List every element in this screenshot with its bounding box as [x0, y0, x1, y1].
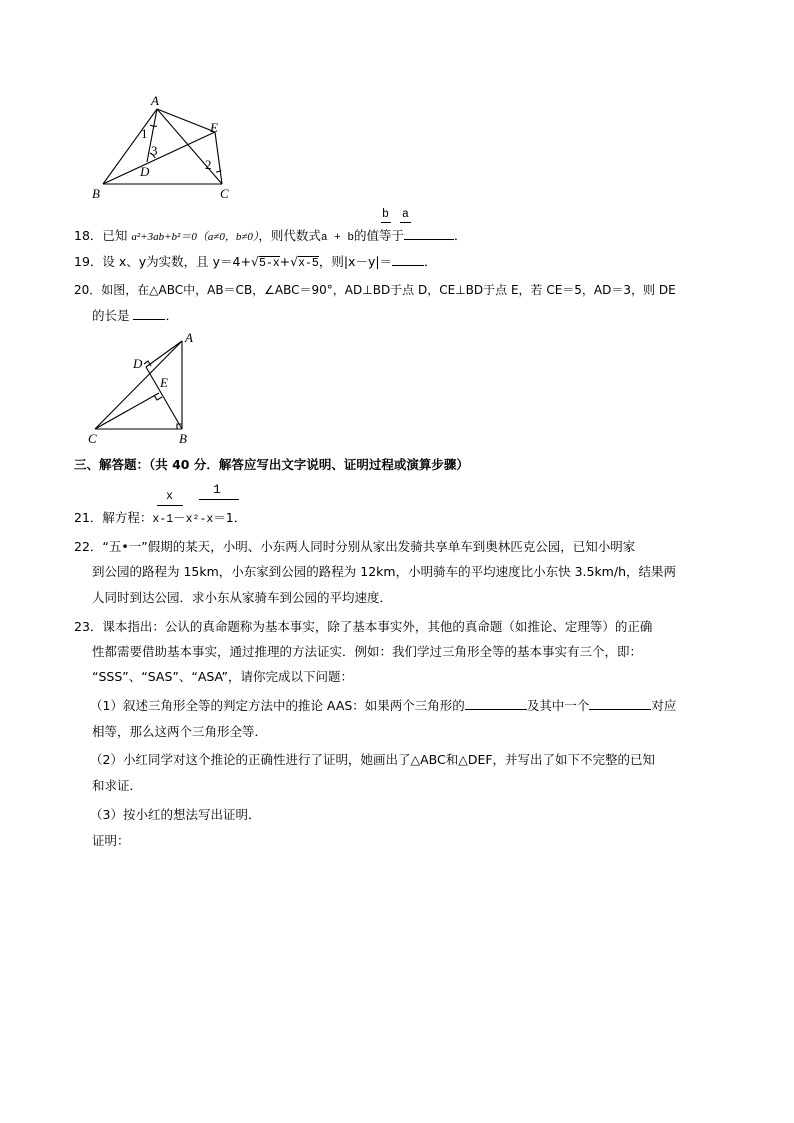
question-22-line-3: 人同时到达公园．求小东从家骑车到公园的平均速度． — [92, 590, 393, 605]
q23-part-1 — [90, 697, 676, 715]
q23-part-2-line-1: （2）小红同学对这个推论的正确性进行了证明，她画出了△ABC和△DEF，并写出了如下不完整的已知 — [90, 752, 656, 767]
q23-part1-blank-2[interactable] — [589, 697, 651, 710]
q19-text-pre: 设 x、y为实数，且 y＝4+ — [102, 254, 251, 269]
q23-part1-text-post: 对应 — [651, 698, 677, 713]
angle-3-label: 3 — [151, 143, 158, 158]
q20-text-2: 的长是 — [92, 308, 134, 323]
q19-sqrt2: √x-5 — [290, 254, 319, 270]
q21-text-post: ＝1． — [213, 510, 247, 525]
q18-text-mid: ，则代数式 — [258, 228, 321, 243]
q22-text-1: “五•一”假期的某天，小明、小东两人同时分别从家出发骑共享单车到奥林匹克公园，已知小明家 — [102, 539, 636, 554]
q18-frac2-numerator: a — [402, 208, 409, 221]
point-b-label: B — [92, 186, 100, 201]
q19-sqrt1: √5-x — [250, 254, 280, 270]
question-18 — [74, 227, 466, 247]
question-23-line-2: 性都需要借助基本事实，通过推理的方法证实．例如：我们学过三角形全等的基本事实有三个，即： — [92, 644, 643, 659]
q20-point-e: E — [160, 375, 168, 390]
question-23-line-1 — [74, 618, 652, 636]
q23-part-2-line-2: 和求证． — [92, 778, 143, 793]
question-23-line-3: “SSS”、“SAS”、“ASA”，请你完成以下问题： — [92, 669, 354, 684]
q23-part-1-line-2: 相等，那么这两个三角形全等． — [92, 724, 268, 739]
q18-answer-blank[interactable] — [404, 227, 454, 240]
q21-frac2-bar — [199, 499, 239, 500]
point-d-label: D — [140, 164, 150, 179]
q20-point-d: D — [133, 356, 143, 371]
q18-frac2-bar — [400, 222, 411, 223]
q21-number: 21． — [74, 510, 103, 525]
q19-end: ． — [424, 254, 437, 269]
point-a-label: A — [151, 93, 159, 108]
q23-part-3: （3）按小红的想法写出证明． — [90, 807, 261, 822]
question-20-line-1 — [74, 281, 676, 299]
quadrilateral-figure — [84, 92, 244, 204]
q21-text-pre: 解方程： — [102, 510, 153, 525]
q20-point-a: A — [185, 330, 193, 345]
question-22-line-1 — [74, 538, 635, 556]
q19-text-post: ，则|x－y|＝ — [318, 254, 393, 269]
sqrt-icon: √ — [290, 254, 299, 269]
section-3-heading: 三、解答题：（共 40 分．解答应写出文字说明、证明过程或演算步骤） — [74, 457, 469, 472]
q18-text-post: 的值等于 — [353, 228, 404, 243]
q19-number: 19． — [74, 254, 103, 269]
right-triangle-figure — [84, 330, 204, 448]
q18-number: 18． — [74, 228, 103, 243]
q23-part1-text-mid: 及其中一个 — [526, 698, 590, 713]
q20-end: ． — [165, 308, 178, 323]
question-19 — [74, 253, 437, 273]
q21-frac1-denominator: x-1 — [152, 513, 174, 526]
q18-end: ． — [453, 228, 467, 243]
q21-frac2-denominator: x²-x — [185, 513, 214, 526]
q20-answer-blank[interactable] — [133, 307, 165, 320]
q18-frac1-numerator: b — [382, 208, 389, 221]
q18-expression: a²+3ab+b²＝0（a≠0，b≠0） — [131, 231, 259, 243]
q21-frac1-numerator: x — [166, 490, 173, 503]
q20-point-c: C — [88, 431, 97, 446]
q23-proof-label: 证明： — [92, 833, 130, 848]
point-c-label: C — [220, 186, 229, 201]
angle-1-label: 1 — [141, 126, 148, 141]
q20-text: 如图，在△ABC中，AB＝CB，∠ABC＝90°，AD⊥BD于点 D，CE⊥BD于点 E，若 CE＝5，AD＝3，则 DE — [101, 283, 676, 297]
sqrt-icon: √ — [250, 254, 259, 269]
q20-point-b: B — [179, 431, 187, 446]
q19-plus: + — [279, 254, 291, 269]
q18-frac1-bar — [381, 222, 391, 223]
q23-number: 23． — [74, 619, 103, 634]
q23-part1-text-pre: （1）叙述三角形全等的判定方法中的推论 AAS：如果两个三角形的 — [90, 698, 465, 713]
q23-part1-blank-1[interactable] — [465, 697, 527, 710]
q22-number: 22． — [74, 539, 103, 554]
q19-answer-blank[interactable] — [392, 253, 424, 266]
question-22-line-2: 到公园的路程为 15km，小东家到公园的路程为 12km，小明骑车的平均速度比小东快 3.5km/h，结果两 — [92, 564, 676, 579]
q21-frac1-bar — [157, 505, 183, 506]
point-e-label: E — [210, 120, 218, 135]
q21-frac2-numerator: 1 — [213, 482, 221, 497]
q21-minus: － — [173, 510, 186, 525]
angle-2-label: 2 — [205, 157, 212, 172]
q23-text-1: 课本指出：公认的真命题称为基本事实，除了基本事实外，其他的真命题（如推论、定理等）的正确 — [102, 619, 653, 634]
question-21 — [74, 509, 246, 529]
q18-text-pre: 已知 — [102, 228, 132, 243]
question-20-line-2 — [92, 307, 178, 325]
q18-denominators: a + b — [320, 232, 354, 244]
q20-number: 20． — [74, 283, 102, 297]
